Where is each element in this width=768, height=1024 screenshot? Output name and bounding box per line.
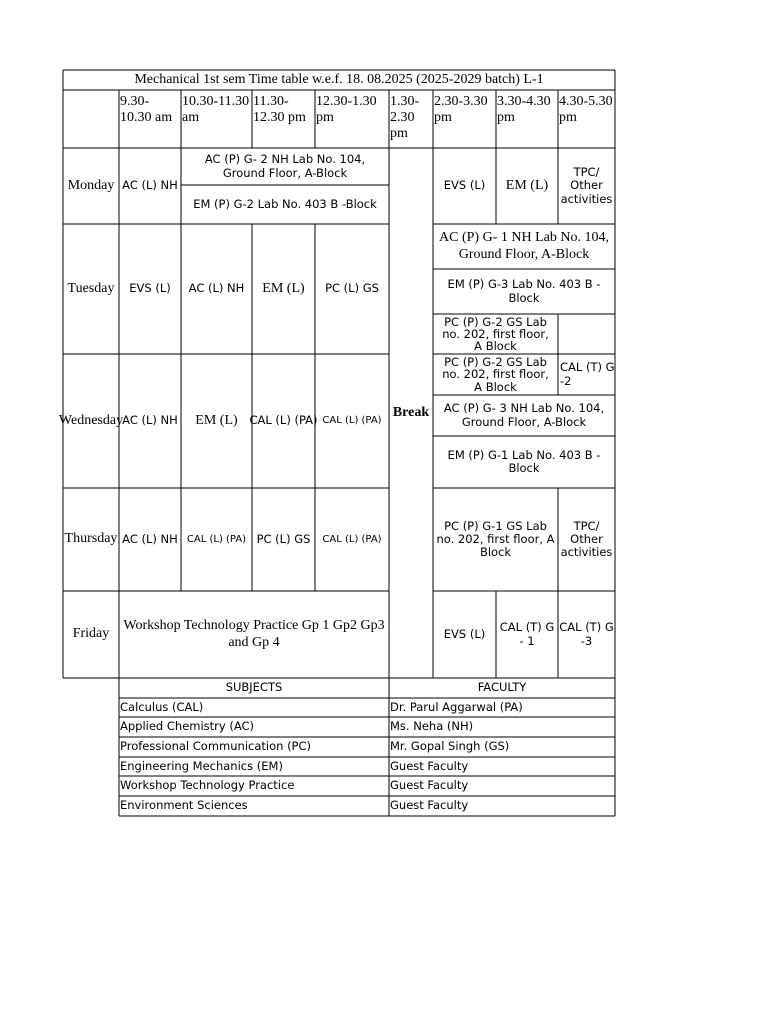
wednesday-cal-tutorial: CAL (T) G -2 bbox=[560, 360, 615, 388]
monday-lab-em: EM (P) G-2 Lab No. 403 B -Block bbox=[193, 196, 377, 211]
break-column: Break bbox=[392, 404, 430, 420]
tuesday-slot-2: AC (L) NH bbox=[188, 281, 245, 296]
faculty-header: FACULTY bbox=[477, 680, 527, 695]
time-slot-2: 10.30-11.30 am bbox=[182, 94, 250, 126]
day-monday: Monday bbox=[67, 177, 115, 193]
timetable-title: Mechanical 1st sem Time table w.e.f. 18. 08.2025 (2025-2029 batch) L-1 bbox=[134, 71, 544, 87]
tuesday-lab-ac: AC (P) G- 1 NH Lab No. 104, Ground Floor, A-Block bbox=[439, 230, 609, 262]
wednesday-lab-pc: PC (P) G-2 GS Lab no. 202, first floor, A Block bbox=[442, 355, 549, 394]
thursday-slot-3: PC (L) GS bbox=[256, 531, 311, 546]
time-slot-7: 3.30-4.30 pm bbox=[497, 94, 551, 126]
friday-slot-8: CAL (T) G -3 bbox=[559, 620, 614, 648]
tuesday-lab-pc: PC (P) G-2 GS Lab no. 202, first floor, A Block bbox=[442, 314, 549, 354]
faculty-name: Ms. Neha (NH) bbox=[390, 719, 474, 734]
time-slot-5: 1.30-2.30 pm bbox=[390, 94, 420, 142]
thursday-slot-4: CAL (L) (PA) bbox=[322, 533, 382, 545]
day-friday: Friday bbox=[72, 626, 110, 642]
time-slot-3: 11.30-12.30 pm bbox=[253, 94, 306, 126]
wednesday-slot-2: EM (L) bbox=[195, 412, 238, 428]
subject-name: Professional Communication (PC) bbox=[120, 739, 312, 754]
thursday-slot-2: CAL (L) (PA) bbox=[186, 533, 247, 545]
faculty-name: Mr. Gopal Singh (GS) bbox=[390, 739, 510, 754]
monday-slot-7: EM (L) bbox=[505, 177, 549, 193]
friday-slot-7: CAL (T) G - 1 bbox=[499, 620, 555, 648]
wednesday-slot-3: CAL (L) (PA) bbox=[249, 413, 318, 428]
day-thursday: Thursday bbox=[64, 531, 118, 547]
monday-slot-6: EVS (L) bbox=[443, 178, 486, 193]
faculty-name: Guest Faculty bbox=[390, 778, 469, 793]
time-slot-1: 9.30-10.30 am bbox=[120, 94, 173, 126]
tuesday-lab-em: EM (P) G-3 Lab No. 403 B -Block bbox=[447, 277, 601, 305]
tuesday-slot-1: EVS (L) bbox=[129, 281, 171, 296]
tuesday-slot-4: PC (L) GS bbox=[325, 281, 379, 296]
time-slot-4: 12.30-1.30 pm bbox=[316, 94, 377, 126]
friday-workshop: Workshop Technology Practice Gp 1 Gp2 Gp3 and Gp 4 bbox=[123, 618, 385, 650]
thursday-slot-1: AC (L) NH bbox=[122, 531, 178, 546]
subject-name: Engineering Mechanics (EM) bbox=[120, 758, 283, 773]
faculty-name: Dr. Parul Aggarwal (PA) bbox=[390, 699, 523, 714]
faculty-name: Guest Faculty bbox=[390, 798, 469, 813]
faculty-name: Guest Faculty bbox=[390, 758, 469, 773]
subject-name: Environment Sciences bbox=[120, 798, 248, 813]
friday-slot-6: EVS (L) bbox=[443, 626, 486, 641]
day-tuesday: Tuesday bbox=[67, 280, 115, 296]
monday-slot-1: AC (L) NH bbox=[122, 178, 178, 193]
tuesday-slot-3: EM (L) bbox=[262, 280, 305, 296]
thursday-lab-pc: PC (P) G-1 GS Lab no. 202, first floor, A Block bbox=[436, 518, 555, 560]
wednesday-slot-4: CAL (L) (PA) bbox=[322, 415, 382, 427]
wednesday-lab-em: EM (P) G-1 Lab No. 403 B -Block bbox=[447, 447, 601, 475]
day-wednesday: Wednesday bbox=[58, 412, 124, 428]
time-slot-8: 4.30-5.30 pm bbox=[559, 94, 613, 126]
monday-slot-8: TPC/ Other activities bbox=[560, 165, 613, 206]
thursday-slot-8: TPC/ Other activities bbox=[560, 518, 613, 560]
subject-name: Calculus (CAL) bbox=[120, 699, 204, 714]
time-slot-6: 2.30-3.30 pm bbox=[434, 94, 488, 126]
wednesday-slot-1: AC (L) NH bbox=[122, 413, 178, 428]
subject-name: Workshop Technology Practice bbox=[120, 778, 295, 793]
subject-name: Applied Chemistry (AC) bbox=[120, 719, 255, 734]
monday-lab-ac: AC (P) G- 2 NH Lab No. 104, Ground Floor, A-Block bbox=[204, 152, 366, 180]
subjects-header: SUBJECTS bbox=[225, 680, 283, 695]
wednesday-lab-ac: AC (P) G- 3 NH Lab No. 104, Ground Floor, A-Block bbox=[443, 401, 605, 429]
